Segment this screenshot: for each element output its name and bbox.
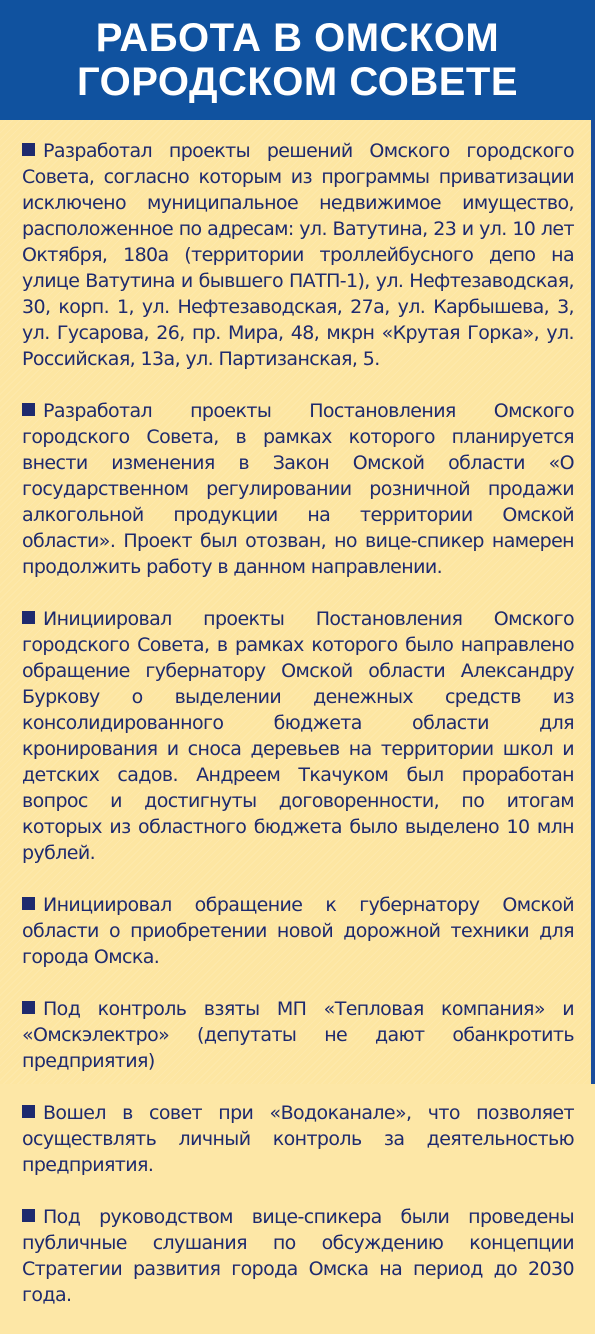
list-item: [22, 138, 574, 372]
list-item-text: Под руководством вице-спикера были проведены публичные слушания по обсуждению концепции Стратегии развития города Омска на период до 2030 года.: [22, 1206, 574, 1306]
square-bullet-icon: [22, 403, 35, 416]
list-item-text: Под контроль взяты МП «Тепловая компания» и «Омскэлектро» (депутаты не дают обанкротить предприятия): [22, 998, 574, 1072]
list-item-text: Вошел в совет при «Водоканале», что позволяет осуществлять личный контроль за деятельностью предприятия.: [22, 1102, 574, 1176]
header-banner: [0, 0, 595, 120]
list-item-text: Инициировал обращение к губернатору Омской области о приобретении новой дорожной техники для города Омска.: [22, 894, 574, 968]
content-list: [22, 138, 574, 1334]
page-title-line-1: РАБОТА В ОМСКОМ: [95, 16, 500, 60]
list-item-text: Инициировал проекты Постановления Омского городского Совета, в рамках которого было направлено обращение губернатору Омской области Александру Буркову о выделении денежных средств из консолидированного бюджета области для кронирования и сноса деревьев на территории школ и детских садов. Андреем Ткачуком был проработан вопрос и достигнуты договоренности, по итогам которых из областного бюджета было выделено 10 млн рублей.: [22, 608, 574, 864]
list-item-text: Разработал проекты решений Омского городского Совета, согласно которым из программы приватизации исключено муниципальное недвижимое имущество, расположенное по адресам: ул. Ватутина, 23 и ул. 10 лет Октября, 180а (территории троллейбусного депо на улице Ватутина и бывшего ПАТП-1), ул. Нефтезаводская, 30, корп. 1, ул. Нефтезаводская, 27а, ул. Карбышева, 3, ул. Гусарова, 26, пр. Мира, 48, мкрн «Крутая Горка», ул. Российская, 13а, ул. Партизанская, 5.: [22, 140, 574, 370]
list-item: [22, 996, 574, 1074]
square-bullet-icon: [22, 1105, 35, 1118]
list-item: [22, 398, 574, 580]
list-item: [22, 892, 574, 970]
page-title-line-2: ГОРОДСКОМ СОВЕТЕ: [76, 60, 519, 104]
list-item: [22, 606, 574, 866]
list-item-text: Разработал проекты Постановления Омского городского Совета, в рамках которого планируется внести изменения в Закон Омской области «О государственном регулировании розничной продажи алкогольной продукции на территории Омской области». Проект был отозван, но вице-спикер намерен продолжить работу в данном направлении.: [22, 400, 574, 578]
square-bullet-icon: [22, 897, 35, 910]
square-bullet-icon: [22, 1001, 35, 1014]
square-bullet-icon: [22, 611, 35, 624]
list-item: [22, 1204, 574, 1308]
list-item: [22, 1100, 574, 1178]
square-bullet-icon: [22, 1209, 35, 1222]
square-bullet-icon: [22, 143, 35, 156]
